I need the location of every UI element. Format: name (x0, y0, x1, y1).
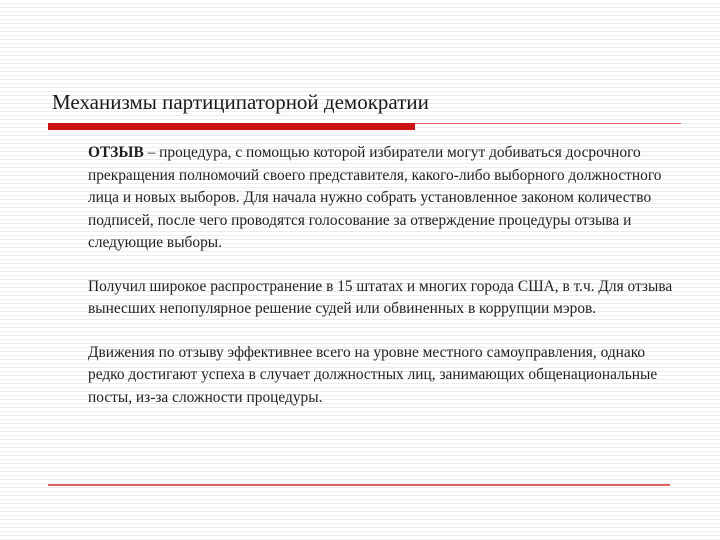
paragraph-effectiveness (88, 342, 678, 410)
paragraph-usa-spread (88, 276, 678, 321)
paragraph-text: Получил широкое распространение в 15 штатах и многих города США, в т.ч. Для отзыва вынесших непопулярное решение судей или обвиненных в коррупции мэров. (88, 277, 673, 317)
paragraph-text: – процедура, с помощью которой избиратели могут добиваться досрочного прекращения полномочий своего представителя, какого-либо выборного должностного лица и новых выборов. Для начала нужно собрать установленное законом количество подписей, после чего проводятся голосование за отверждение процедуры отзыва и следующие выборы. (88, 144, 662, 251)
term-recall: ОТЗЫВ (88, 144, 144, 161)
slide-body (88, 142, 678, 409)
paragraph-recall-definition (88, 142, 678, 255)
title-accent-bar (48, 123, 415, 130)
paragraph-text: Движения по отзыву эффективнее всего на уровне местного самоуправления, однако редко достигают успеха в случает должностных лиц, занимающих общенациональные посты, из-за сложности процедуры. (88, 343, 658, 406)
bottom-rule (48, 484, 670, 486)
slide-title: Механизмы партиципаторной демократии (52, 90, 429, 114)
